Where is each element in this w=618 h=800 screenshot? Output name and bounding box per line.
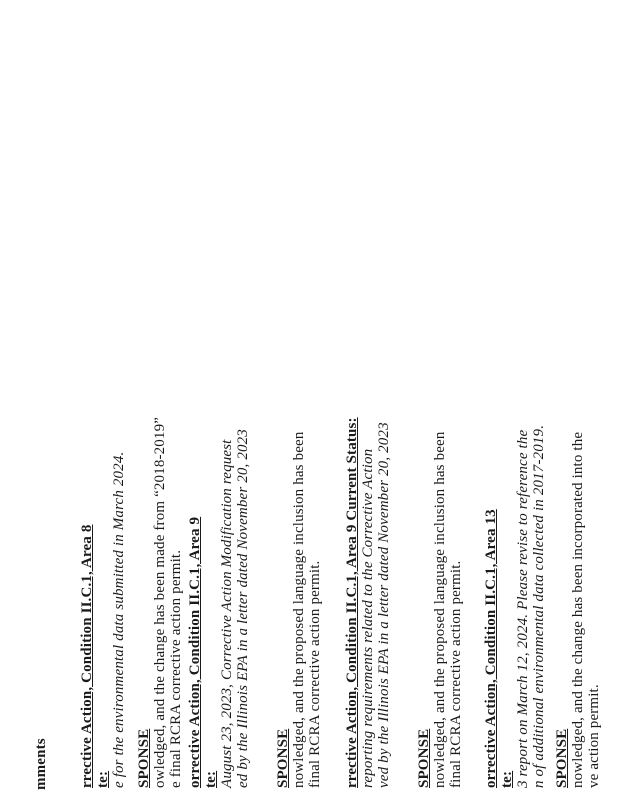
response-label: SPONSE [275, 728, 291, 788]
response-line: e final RCRA corrective action permit. [168, 549, 184, 788]
note-line: e for the environmental data submitted in March 2024. [111, 451, 127, 788]
response-line: nowledged, and the proposed language inclusion has been [432, 431, 448, 788]
section-heading: rrective Action, Condition II.C.1, Area 8 [79, 524, 95, 788]
note-label: te: [499, 770, 515, 788]
note-label: te: [203, 770, 219, 788]
response-line: final RCRA corrective action permit. [448, 560, 464, 788]
note-line: ved by the Illinois EPA in a letter dated November 20, 2023 [376, 422, 392, 788]
note-label: te: [95, 770, 111, 788]
response-line: final RCRA corrective action permit. [307, 560, 323, 788]
section-heading: rrective Action, Condition II.C.1, Area 9 Current Status: [344, 417, 360, 788]
response-label: SPONSE [554, 728, 570, 788]
response-line: ve action permit. [586, 684, 602, 788]
response-label: SPONSE [136, 728, 152, 788]
section-heading: orrective Action, Condition II.C.1, Area 13 [483, 509, 499, 788]
section-heading: orrective Action, Condition II.C.1, Area 9 [187, 516, 203, 788]
response-label: SPONSE [416, 728, 432, 788]
page-heading: mments [33, 738, 49, 790]
note-line: n of additional environmental data collected in 2017-2019. [531, 424, 547, 788]
response-line: owledged, and the change has been made from “2018-2019” [152, 416, 168, 788]
note-line: 3 report on March 12, 2024. Please revise to reference the [515, 429, 531, 788]
note-line: August 23, 2023, Corrective Action Modification request [219, 439, 235, 788]
note-line: reporting requirements related to the Corrective Action [360, 448, 376, 788]
response-line: nowledged, and the change has been incorporated into the [570, 431, 586, 788]
note-line: ed by the Illinois EPA in a letter dated November 20, 2023 [235, 429, 251, 788]
response-line: nowledged, and the proposed language inclusion has been [291, 431, 307, 788]
